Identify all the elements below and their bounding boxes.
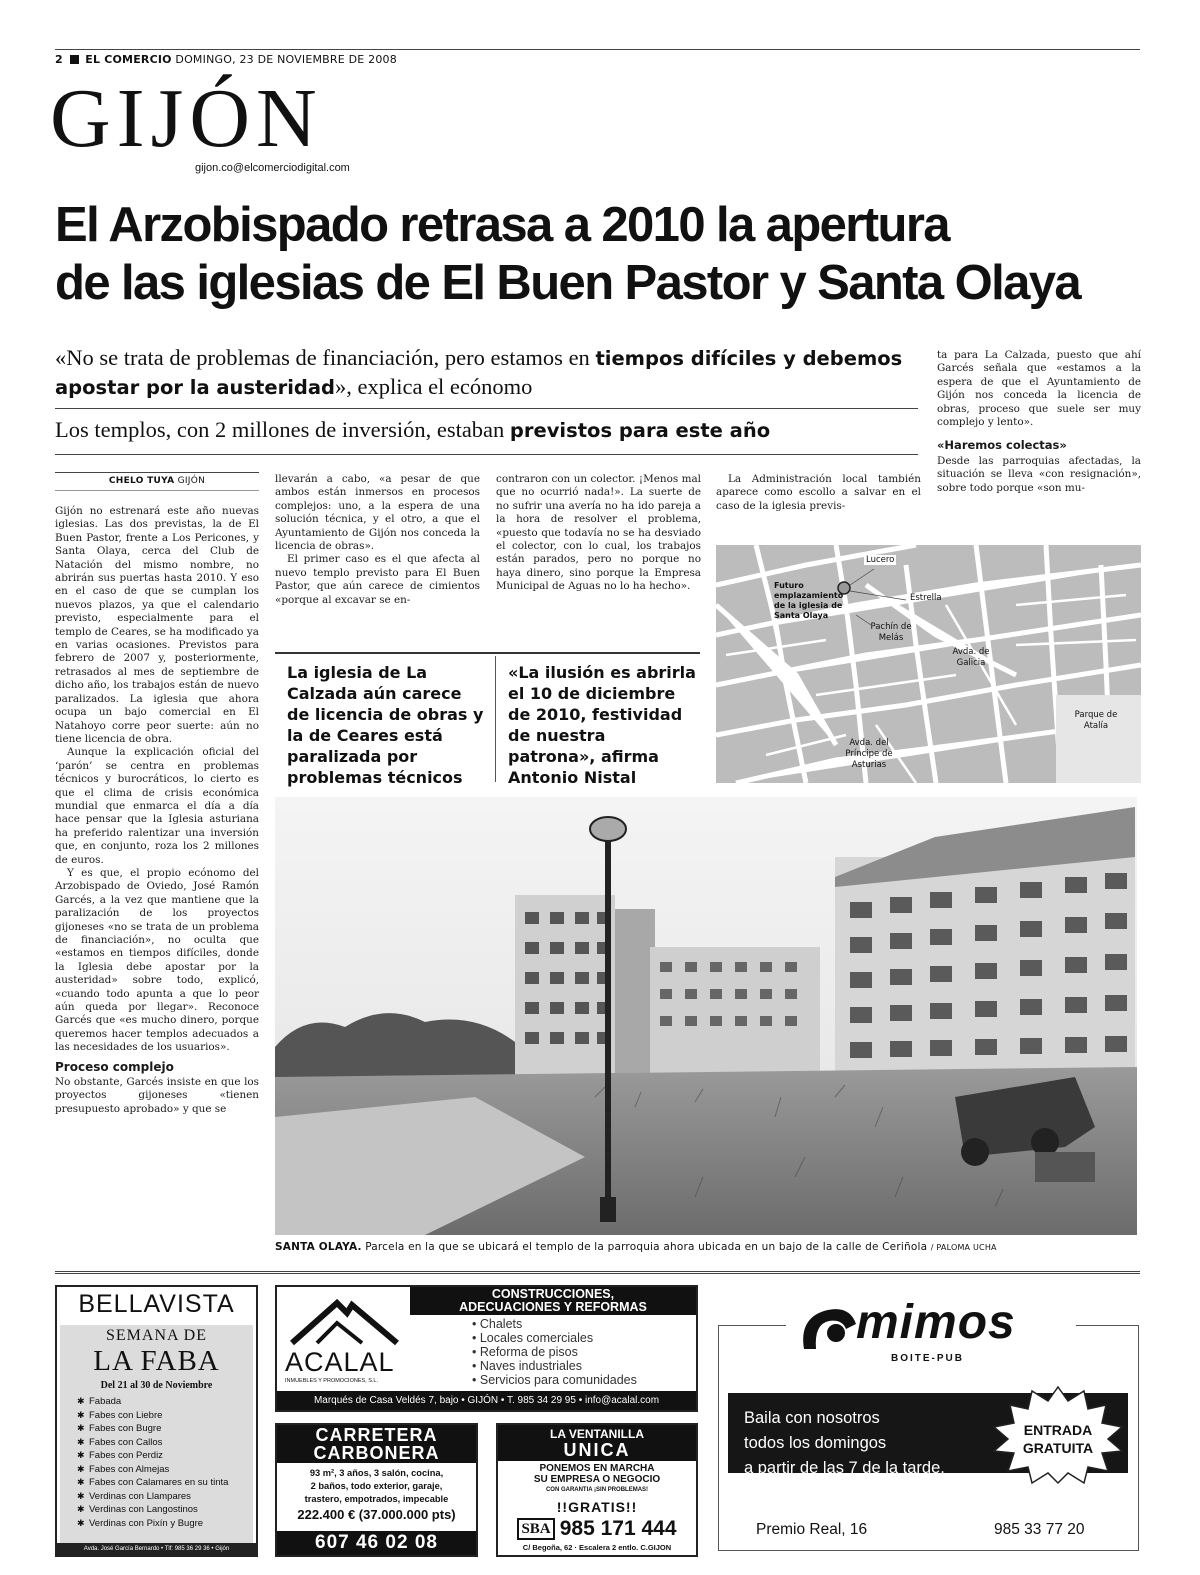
bellavista-event-1: SEMANA DE [105, 1327, 207, 1344]
bullet-star-icon: ✱ [77, 1409, 85, 1420]
caption-text: Parcela en la que se ubicará el templo de la parroquia ahora ubicada en un bajo de la calle de Ceriñola [365, 1241, 928, 1253]
map-label-galicia: Avda. de Galicia [952, 647, 990, 668]
paragraph: Aunque la explicación oficial del ‘parón’ se centra en problemas técnicos y burocráticos, lo cierto es que el clima de crisis económica mundial que enmarca el día a día hace pensar que la Iglesia asturiana ha preferido ralentizar una inversión que, en conjunto, roza los 2 millones de euros. [55, 746, 259, 866]
bellavista-menu [77, 1395, 255, 1530]
acalal-logo: ACALAL [285, 1347, 395, 1377]
folio-line [55, 53, 397, 66]
pullquote-right: «La ilusión es abrirla el 10 de diciembre de 2010, festividad de nuestra patrona», afirma Antonio Nistal [508, 663, 696, 787]
headline [55, 196, 1165, 312]
deck-rule [55, 408, 918, 409]
paragraph: La Administración local también aparece como escollo a salvar en el caso de la iglesia previs- [716, 473, 921, 512]
paragraph: Gijón no estrenará este año nuevas iglesias. Las dos previstas, la de El Buen Pastor, frente a Los Pericones, y Santa Olaya, cerca del Club de Natación del mismo nombre, no abrirán sus puertas hasta 2010. Y eso en el caso de que se cumplan los nuevos plazos, ya que el calendario previsto, especialmente para el templo de Ceares, se ha modificado ya en varias ocasiones. Previstos para febrero de 2007 y, posteriormente, retrasados al mes de septiembre de dicho año, los trabajos están de nuevo paralizados. La iglesia que ahora ocupa un bajo comercial en El Natahoyo corre peor suerte: aún no tiene licencia de obra. [55, 505, 259, 745]
article-column-5 [937, 349, 1141, 495]
menu-item: ✱ Fabes con Callos [77, 1436, 163, 1448]
deck-quote: «No se trata de problemas de financiación, pero estamos en tiempos difíciles y debemos apostar por la austeridad», explica el ecónomo [55, 345, 903, 399]
bullet-star-icon: ✱ [77, 1477, 85, 1487]
section-title: GIJÓN [50, 72, 323, 165]
menu-item: ✱ Fabes con Almejas [77, 1463, 170, 1475]
map-label-lucero: Lucero [866, 555, 895, 565]
pullquote-rule-top [275, 652, 700, 654]
deck-subtitle: Los templos, con 2 millones de inversión, estaban previstos para este año [55, 417, 771, 442]
carretera-phone: 607 46 02 08 [277, 1531, 476, 1555]
pullquote-left: La iglesia de La Calzada aún carece de licencia de obras y la de Ceares está paralizada por problemas técnicos [287, 663, 484, 787]
subhead-proceso: Proceso complejo [55, 1059, 174, 1074]
mimos-logo: mimos [856, 1296, 1016, 1349]
deck-quote-bold: tiempos difíciles y debemos apostar por la austeridad [55, 347, 903, 399]
byline-author: CHELO TUYA [108, 476, 175, 486]
bullet-star-icon: ✱ [77, 1423, 85, 1433]
menu-item: ✱ Fabes con Calamares en su tinta [77, 1477, 229, 1488]
mimos-badge: ENTRADA GRATUITA [1022, 1422, 1094, 1456]
headline-line-2: de las iglesias de El Buen Pastor y Santa Olaya [55, 256, 1081, 310]
photo-santa-olaya [275, 797, 1137, 1235]
menu-item: ✱ Verdinas con Llampares [77, 1490, 191, 1502]
acalal-logo-icon [287, 1295, 402, 1347]
square-icon [70, 55, 79, 64]
mimos-phone: 985 33 77 20 [994, 1521, 1085, 1538]
paragraph: llevarán a cabo, «a pesar de que ambos están inmersos en procesos complejos: uno, a la espera de una solución técnica, y el otro, a que el Ayuntamiento de Gijón nos conceda la licencia de obras». [275, 473, 480, 553]
service-item: • Locales comerciales [472, 1331, 594, 1345]
ad-mimos [716, 1285, 1141, 1557]
service-item: • Chalets [472, 1317, 523, 1331]
map-label-parque: Parque de Atalía [1074, 710, 1118, 731]
photo-caption [275, 1241, 1137, 1253]
photo-credit: / PALOMA UCHA [930, 1243, 997, 1252]
paragraph: Desde las parroquias afectadas, la situación se lleva «con resignación», sobre todo porque «son mu- [937, 454, 1141, 494]
carretera-price: 222.400 € (37.000.000 pts) [297, 1507, 456, 1522]
menu-item: ✱ Fabes con Liebre [77, 1409, 163, 1421]
bullet-star-icon: ✱ [77, 1504, 85, 1514]
mimos-slogan: Baila con nosotros todos los domingos a partir de las 7 de la tarde. [744, 1409, 945, 1477]
page-number: 2 [55, 53, 63, 66]
park-area [1056, 695, 1141, 783]
article-column-3 [496, 473, 701, 594]
mimos-address: Premio Real, 16 [756, 1521, 868, 1538]
headline-line-1: El Arzobispado retrasa a 2010 la apertura [55, 198, 949, 252]
sba-logo: SBA [517, 1518, 554, 1540]
bellavista-event-2: LA FABA [93, 1345, 220, 1377]
service-item: • Servicios para comunidades [472, 1373, 637, 1387]
menu-item: ✱ Verdinas con Langostinos [77, 1504, 198, 1515]
bellavista-address: Avda. José García Bernardo • Tlf: 985 36 29 36 • Gijón [57, 1543, 256, 1555]
acalal-heading: CONSTRUCCIONES, ADECUACIONES Y REFORMAS [410, 1287, 696, 1315]
bullet-star-icon: ✱ [77, 1436, 85, 1447]
bullet-star-icon: ✱ [77, 1463, 85, 1474]
acalal-services [472, 1317, 637, 1387]
mimos-sub: BOITE-PUB [891, 1353, 964, 1364]
newspaper-name: EL COMERCIO [85, 53, 172, 66]
paragraph: El primer caso es el que afecta al nuevo templo previsto para El Buen Pastor, que aún carece de cimientos «porque al excavar se en- [275, 553, 480, 606]
menu-item: ✱ Fabada [77, 1396, 122, 1407]
map-label-estrella: Estrella [910, 593, 942, 603]
byline [55, 472, 259, 491]
bellavista-name: BELLAVISTA [78, 1290, 235, 1318]
article-column-1 [55, 505, 259, 1116]
deck-subtitle-bold: previstos para este año [509, 419, 771, 442]
paragraph: No obstante, Garcés insiste en que los proyectos gijoneses «tienen presupuesto aprobado» y que se [55, 1076, 259, 1115]
ad-bellavista [55, 1285, 258, 1557]
bullet-star-icon: ✱ [77, 1517, 85, 1528]
ad-ventanilla [496, 1423, 698, 1557]
ventanilla-phone-row [502, 1517, 692, 1541]
ad-carretera [275, 1423, 478, 1557]
bullet-star-icon: ✱ [77, 1450, 85, 1460]
article-column-4 [716, 473, 921, 513]
acalal-footer: Marqués de Casa Veldés 7, bajo • GIJÓN • T. 985 34 29 95 • info@acalal.com [277, 1391, 696, 1410]
bullet-star-icon: ✱ [77, 1490, 85, 1501]
service-item: • Reforma de pisos [472, 1345, 578, 1359]
ventanilla-header: LA VENTANILLA UNICA [498, 1425, 696, 1461]
carretera-details: 93 m², 3 años, 3 salón, cocina, 2 baños, todo exterior, garaje, trastero, empotrados, impecable [304, 1468, 449, 1504]
deck-rule-bottom [55, 454, 918, 455]
map-label-pachin: Pachín de Melás [870, 622, 912, 643]
bellavista-dates: Del 21 al 30 de Noviembre [100, 1380, 213, 1391]
ventanilla-phone: 985 171 444 [559, 1517, 677, 1540]
ventanilla-gratis: !!GRATIS!! [556, 1499, 638, 1515]
ad-acalal [275, 1285, 698, 1412]
map-label-future: Futuro emplazamiento de la iglesia de Santa Olaya [774, 581, 844, 620]
paragraph: contraron con un colector. ¡Menos mal que no ocurrió nada!». La suerte de no sufrir una avería no ha ido pareja a la hora de resolver el problema, «puesto que todavía no se ha desviado el colector, con lo cual, los trabajos están parados, pero no porque no haya dinero, sino porque la Empresa Municipal de Aguas no lo ha hecho». [496, 473, 701, 593]
location-map [716, 545, 1141, 783]
carretera-title: CARRETERA CARBONERA [277, 1425, 476, 1463]
mimos-figure-icon [794, 1299, 864, 1359]
top-rule [55, 49, 1140, 50]
news-photo [275, 797, 1137, 1235]
map-label-principe: Avda. del Príncipe de Asturias [845, 738, 893, 770]
ads-rule [55, 1271, 1140, 1274]
paragraph: Y es que, el propio ecónomo del Arzobispado de Oviedo, José Ramón Garcés, a la vez que mantiene que la paralización de los proyectos gijoneses «no se trata de un problema de financiación», no oculta que «estamos en tiempos difíciles, donde la Iglesia debe apostar por la austeridad» sobre todo, explicó, «cuando todo apunta a que lo peor aún queda por llegar». Reconoce Garcés que «es mucho dinero, porque queremos hacer templos adecuados a las necesidades de los usuarios». [55, 866, 259, 1054]
paragraph: ta para La Calzada, puesto que ahí Garcés señala que «estamos a la espera de que el Ayuntamiento de Gijón nos conceda la licencia de obras, proceso que suele ser muy complejo y lento». [937, 349, 1141, 429]
acalal-logo-sub: INMUEBLES Y PROMOCIONES, S.L. [285, 1378, 379, 1384]
ventanilla-address: C/ Begoña, 62 · Escalera 2 entlo. C.GIJON [522, 1543, 672, 1552]
caption-title: SANTA OLAYA. [275, 1241, 362, 1253]
service-item: • Naves industriales [472, 1359, 582, 1373]
issue-date: DOMINGO, 23 DE NOVIEMBRE DE 2008 [175, 53, 397, 66]
ventanilla-details: PONEMOS EN MARCHA SU EMPRESA O NEGOCIO CON GARANTIA ¡SIN PROBLEMAS! [533, 1463, 661, 1493]
menu-item: ✱ Verdinas con Pixín y Bugre [77, 1517, 204, 1529]
subhead-colectas: «Haremos colectas» [937, 438, 1067, 453]
article-column-2 [275, 473, 480, 607]
pullquote-divider [495, 656, 496, 782]
section-email: gijon.co@elcomerciodigital.com [195, 162, 350, 174]
menu-item: ✱ Fabes con Bugre [77, 1423, 162, 1434]
menu-item: ✱ Fabes con Perdiz [77, 1450, 163, 1461]
byline-place: GIJÓN [177, 476, 206, 486]
bullet-star-icon: ✱ [77, 1396, 85, 1406]
